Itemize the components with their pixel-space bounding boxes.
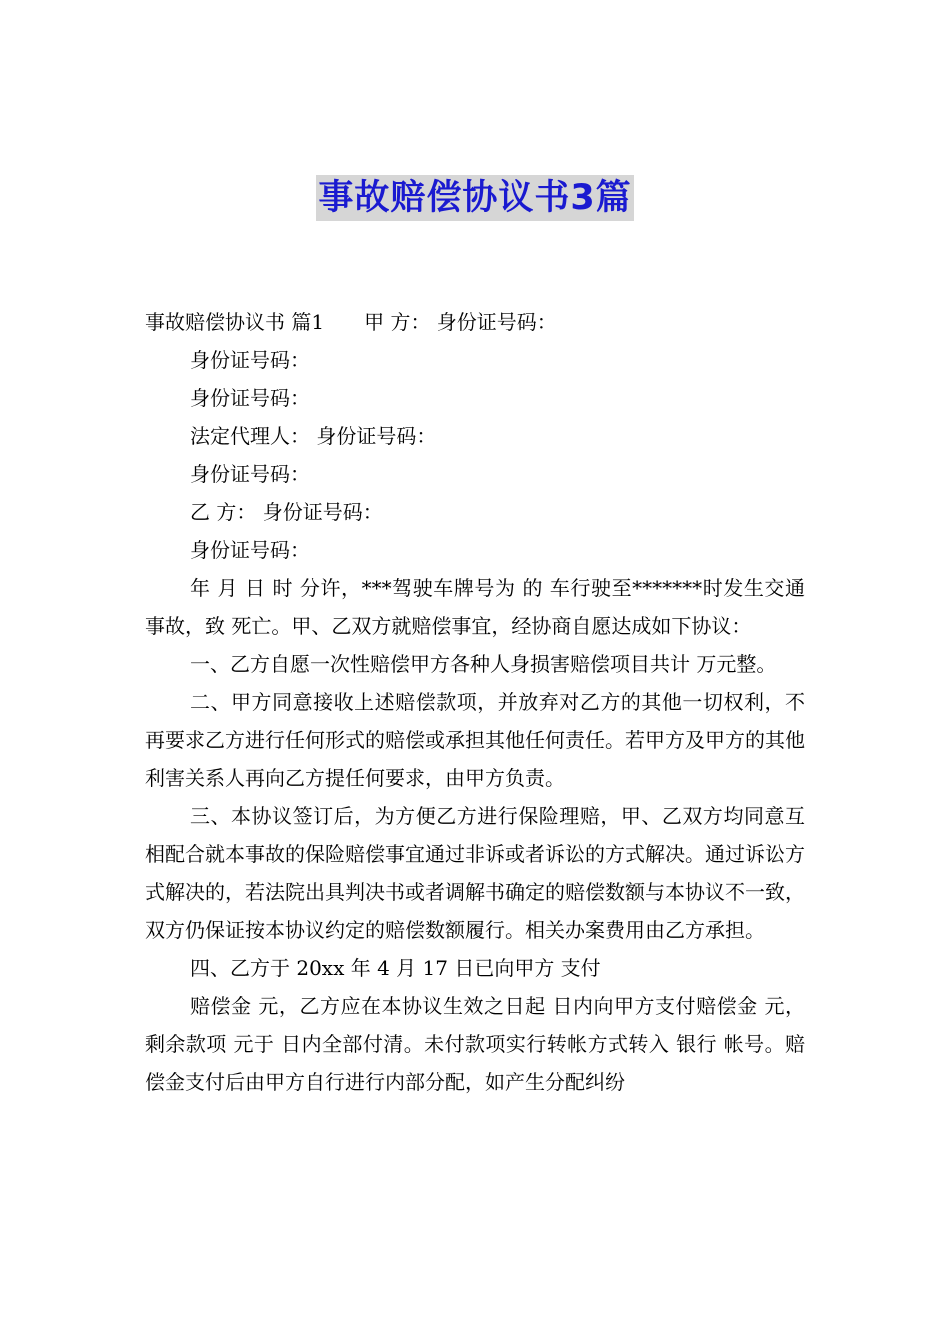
id-number-line: 身份证号码： [190,538,310,562]
clause-four-paragraph: 四、乙方于 20xx 年 4 月 17 日已向甲方 支付 [190,956,601,980]
legal-agent-line: 法定代理人： 身份证号码： [190,424,437,448]
clause-three-paragraph: 三、本协议签订后，为方便乙方进行保险理赔，甲、乙双方均同意互相配合就本事故的保险赔偿事宜通过非诉或者诉讼的方式解决。通过诉讼方式解决的，若法院出具判决书或者调解书确定的赔偿数额与本协议不一致，双方仍保证按本协议约定的赔偿数额履行。相关办案费用由乙方承担。 [145,804,805,942]
clause-two-paragraph: 二、甲方同意接收上述赔偿款项，并放弃对乙方的其他一切权利，不再要求乙方进行任何形式的赔偿或承担其他任何责任。若甲方及甲方的其他利害关系人再向乙方提任何要求，由甲方负责。 [145,690,805,790]
payment-paragraph: 赔偿金 元，乙方应在本协议生效之日起 日内向甲方支付赔偿金 元，剩余款项 元于 日内全部付清。未付款项实行转帐方式转入 银行 帐号。赔偿金支付后由甲方自行进行内部分配，如产生分配纠纷 [145,994,805,1094]
clause-one-paragraph: 一、乙方自愿一次性赔偿甲方各种人身损害赔偿项目共计 万元整。 [190,652,777,676]
id-number-line: 身份证号码： [190,386,310,410]
accident-paragraph: 年 月 日 时 分许，***驾驶车牌号为 的 车行驶至*******时发生交通事故，致 死亡。甲、乙双方就赔偿事宜，经协商自愿达成如下协议： [145,576,805,638]
id-number-line: 身份证号码： [190,462,310,486]
title-container [0,175,950,221]
id-number-line: 身份证号码： [190,348,310,372]
document-body [145,303,805,1101]
document-title: 事故赔偿协议书3篇 [316,175,633,221]
party-a-line: 事故赔偿协议书 篇1 甲 方： 身份证号码： [145,310,557,334]
party-b-line: 乙 方： 身份证号码： [190,500,383,524]
